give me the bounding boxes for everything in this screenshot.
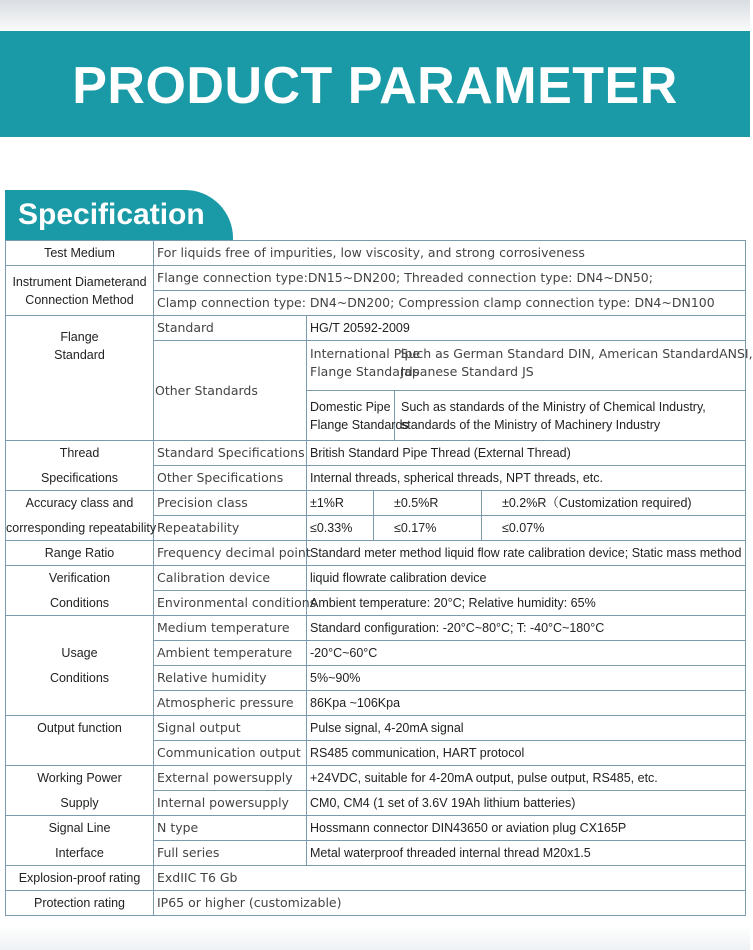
table-row <box>6 816 746 841</box>
row-sublabel: Standard Specifications <box>154 441 307 466</box>
precision-value: ±0.5%R <box>374 491 482 516</box>
row-sublabel: Frequency decimal point <box>154 541 307 566</box>
row-sublabel: Atmospheric pressure <box>154 691 307 716</box>
row-sublabel: Calibration device <box>154 566 307 591</box>
row-label-line: Thread <box>59 446 100 460</box>
row-value: +24VDC, suitable for 4-20mA output, pulse output, RS485, etc. <box>307 766 746 791</box>
row-label <box>6 441 154 491</box>
row-value-line: Such as standards of the Ministry of Chemical Industry, <box>401 399 706 414</box>
row-sublabel: Internal powersupply <box>154 791 307 816</box>
row-label <box>6 616 154 716</box>
row-label-line: Supply <box>60 796 99 810</box>
table-row <box>6 616 746 641</box>
row-sublabel: External powersupply <box>154 766 307 791</box>
row-sublabel: Environmental conditions <box>154 591 307 616</box>
row-label-line: Usage <box>61 646 98 660</box>
precision-value: ±0.2%R（Customization required) <box>482 491 746 516</box>
row-label-line: Working Power <box>37 771 122 785</box>
row-label <box>6 566 154 616</box>
row-value: 86Kpa ~106Kpa <box>307 691 746 716</box>
row-value: Internal threads, spherical threads, NPT threads, etc. <box>307 466 746 491</box>
repeatability-value: ≤0.33% <box>307 516 374 541</box>
row-sublabel-line: Flange Standards <box>310 364 420 379</box>
row-label: Test Medium <box>6 241 154 266</box>
row-value: British Standard Pipe Thread (External Thread) <box>307 441 746 466</box>
table-row <box>6 541 746 566</box>
header-banner <box>0 31 750 137</box>
row-sublabel: Ambient temperature <box>154 641 307 666</box>
row-label: Explosion-proof rating <box>6 866 154 891</box>
row-value: -20°C~60°C <box>307 641 746 666</box>
row-label: Range Ratio <box>6 541 154 566</box>
row-label-line: Interface <box>55 846 104 860</box>
row-value: Standard configuration: -20°C~80°C; T: -40°C~180°C <box>307 616 746 641</box>
row-value: Hossmann connector DIN43650 or aviation plug CX165P <box>307 816 746 841</box>
table-row <box>6 241 746 266</box>
row-value: CM0, CM4 (1 set of 3.6V 19Ah lithium batteries) <box>307 791 746 816</box>
row-sublabel: Repeatability <box>154 516 307 541</box>
repeatability-value: ≤0.17% <box>374 516 482 541</box>
row-sublabel: Relative humidity <box>154 666 307 691</box>
row-label: Protection rating <box>6 891 154 916</box>
row-sublabel <box>307 391 409 441</box>
row-label <box>6 766 154 816</box>
row-sublabel: Other Specifications <box>154 466 307 491</box>
table-row <box>6 716 746 741</box>
row-label <box>6 316 154 441</box>
table-row <box>6 316 746 341</box>
row-label <box>6 491 157 541</box>
section-title: Specification <box>18 198 205 231</box>
row-sublabel: Signal output <box>154 716 307 741</box>
row-sublabel: Other Standards <box>154 341 307 441</box>
row-label-line: Specifications <box>40 471 119 485</box>
row-label-line: Connection Method <box>25 292 134 307</box>
row-value-line: standards of the Ministry of Machinery Industry <box>401 417 661 432</box>
table-row <box>6 441 746 466</box>
row-label-line: Standard <box>54 348 105 362</box>
row-value <box>395 391 746 441</box>
row-value: For liquids free of impurities, low viscosity, and strong corrosiveness <box>154 241 746 266</box>
row-label-line: Conditions <box>49 596 110 610</box>
row-sublabel <box>307 341 421 391</box>
row-label-line: Flange <box>60 330 99 344</box>
row-sublabel: Communication output <box>154 741 307 766</box>
repeatability-value: ≤0.07% <box>482 516 746 541</box>
table-row <box>6 566 746 591</box>
spec-table <box>5 240 753 916</box>
row-value: HG/T 20592-2009 <box>307 316 746 341</box>
row-value: Clamp connection type: DN4~DN200; Compression clamp connection type: DN4~DN100 <box>154 291 746 316</box>
row-label <box>6 266 154 316</box>
row-value: Flange connection type:DN15~DN200; Threaded connection type: DN4~DN50; <box>154 266 746 291</box>
table-row <box>6 866 746 891</box>
row-label-line: Verification <box>48 571 111 585</box>
row-sublabel-line: International Pipe <box>310 346 421 361</box>
section-tab <box>5 190 233 240</box>
row-label-line: Signal Line <box>48 821 111 835</box>
table-row <box>6 266 746 291</box>
table-row <box>6 491 746 516</box>
row-label-line: corresponding repeatability <box>6 521 157 535</box>
row-sublabel-line: Domestic Pipe <box>310 399 391 414</box>
row-value: liquid flowrate calibration device <box>307 566 746 591</box>
row-label-line: Accuracy class and <box>25 496 134 510</box>
row-label-line: Instrument Diameterand <box>12 274 147 289</box>
row-value: ExdIIC T6 Gb <box>154 866 746 891</box>
row-value: RS485 communication, HART protocol <box>307 741 746 766</box>
row-sublabel: Medium temperature <box>154 616 307 641</box>
row-value: Ambient temperature: 20°C; Relative humidity: 65% <box>307 591 746 616</box>
row-sublabel: Precision class <box>154 491 307 516</box>
table-row <box>6 891 746 916</box>
row-value: 5%~90% <box>307 666 746 691</box>
row-sublabel: N type <box>154 816 307 841</box>
row-label-line: Conditions <box>49 671 110 685</box>
row-value: Metal waterproof threaded internal thread M20x1.5 <box>307 841 746 866</box>
row-value: Standard meter method liquid flow rate calibration device; Static mass method <box>307 541 746 566</box>
table-row <box>6 766 746 791</box>
row-label <box>6 816 154 866</box>
row-label: Output function <box>6 716 154 766</box>
precision-value: ±1%R <box>307 491 374 516</box>
row-sublabel: Full series <box>154 841 307 866</box>
row-value-line: Japanese Standard JS <box>400 364 534 379</box>
row-value: Pulse signal, 4-20mA signal <box>307 716 746 741</box>
bottom-fade <box>0 926 750 950</box>
row-value-line: Such as German Standard DIN, American StandardANSI, <box>400 346 753 361</box>
page-title: PRODUCT PARAMETER <box>72 57 678 115</box>
row-sublabel: Standard <box>154 316 307 341</box>
row-value <box>395 341 753 391</box>
row-sublabel-line: Flange Standards <box>310 417 409 432</box>
row-value: IP65 or higher (customizable) <box>154 891 746 916</box>
